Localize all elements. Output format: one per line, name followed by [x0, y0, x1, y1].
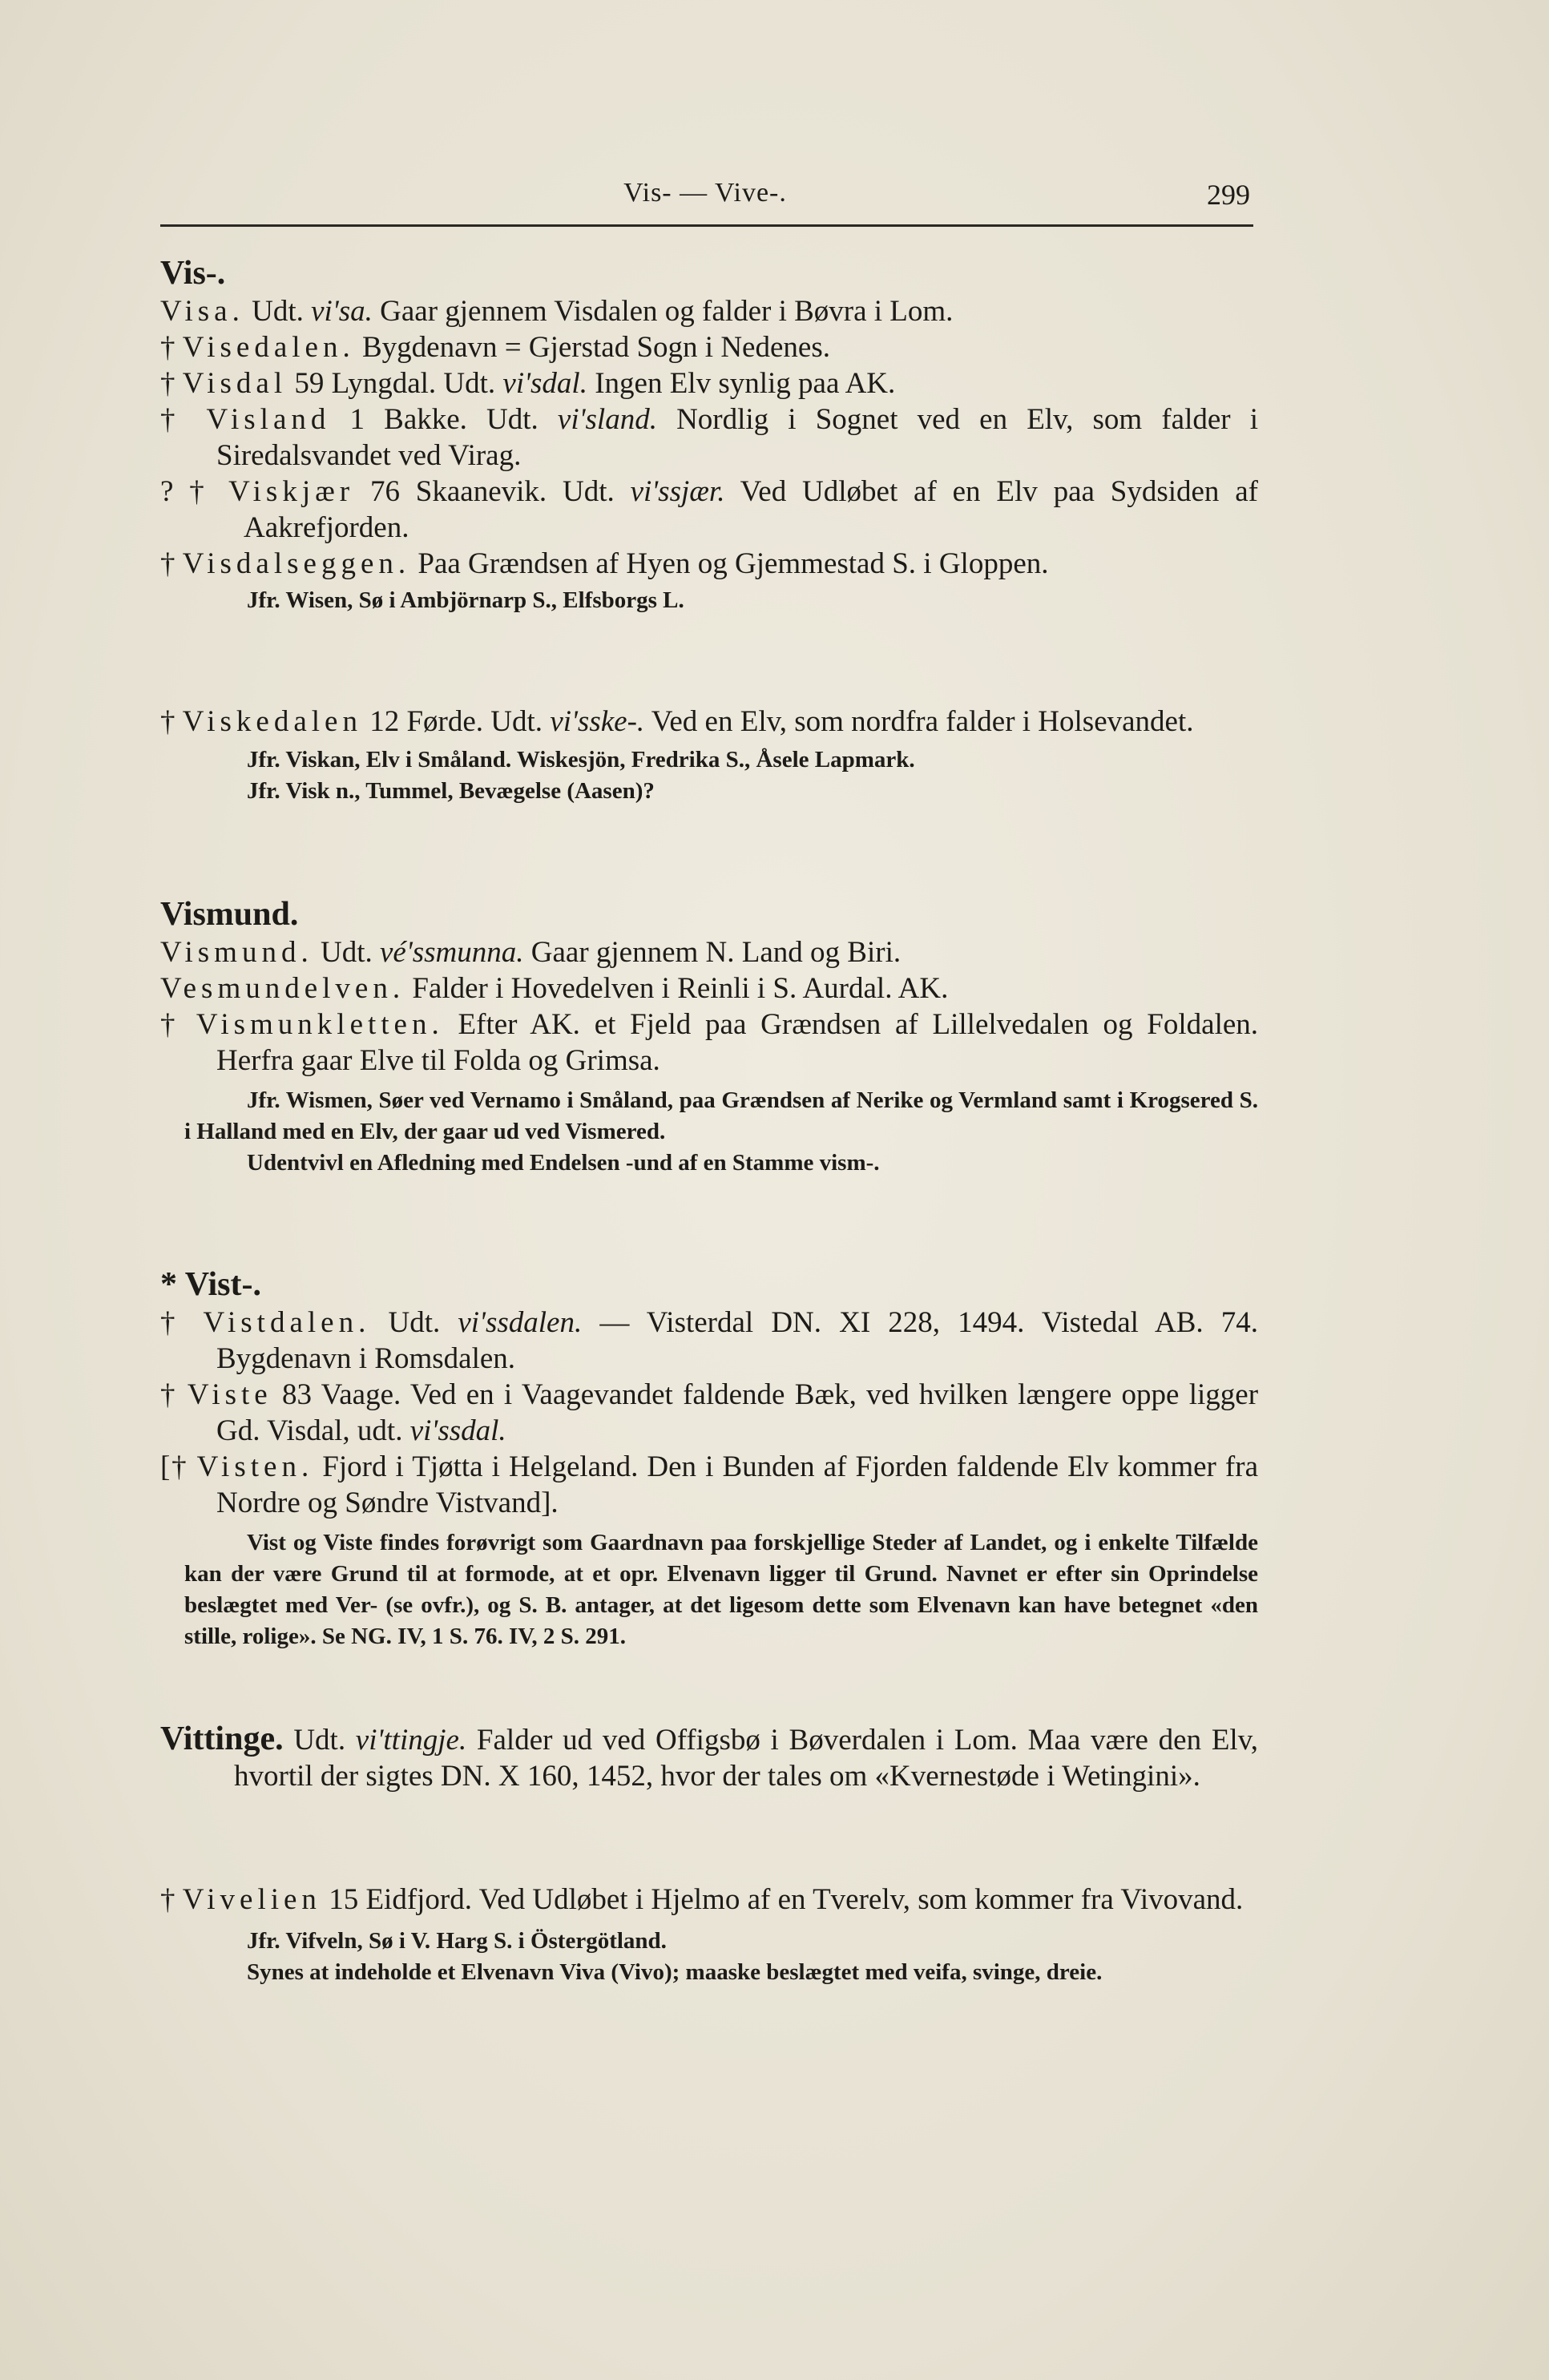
entry-name: Visland — [206, 403, 331, 436]
pronunciation: vi'sske-. — [550, 705, 645, 738]
entry-text: Fjord i Tjøtta i Helgeland. Den i Bunden af Fjorden faldende Elv kommer fra Nordre og Søndre Vistvand]. — [216, 1450, 1258, 1519]
entry-name: Viste — [187, 1378, 272, 1411]
entry-text: Paa Grændsen af Hyen og Gjemmestad S. i Gloppen. — [418, 547, 1049, 580]
entry-text: 76 Skaanevik. Udt. — [369, 475, 615, 508]
entry-viste — [160, 1377, 1258, 1449]
entry-name: Vivelien — [182, 1883, 321, 1916]
dagger-mark: † — [160, 705, 175, 738]
entry-text: Ingen Elv synlig paa AK. — [595, 367, 896, 400]
entry-viskedalen — [160, 704, 1258, 740]
entry-text: 59 Lyngdal. Udt. — [294, 367, 496, 400]
dagger-mark: † — [160, 1883, 175, 1916]
pronunciation: vi'ssdal. — [409, 1414, 506, 1447]
entry-text: — Visterdal DN. XI 228, 1494. Vistedal AB. 74. Bygdenavn i Romsdalen. — [216, 1306, 1259, 1375]
entry-vismund — [160, 934, 1258, 970]
dagger-mark: † — [160, 403, 188, 436]
entry-text: Ved Udløbet af en Elv paa Sydsiden af Aakrefjorden. — [244, 475, 1258, 544]
pronunciation: vi'ssdalen. — [458, 1306, 583, 1339]
entry-vismunkletten — [160, 1006, 1258, 1079]
pronunciation: vé'ssmunna. — [379, 936, 524, 969]
entry-name: Viskjær — [228, 475, 355, 508]
entry-text: 1 Bakke. Udt. — [349, 403, 539, 436]
entry-text: 15 Eidfjord. Ved Udløbet i Hjelmo af en Tverelv, som kommer fra Vivovand. — [329, 1883, 1244, 1916]
entry-visdal — [160, 365, 1258, 401]
note: Synes at indeholde et Elvenavn Viva (Vivo); maaske beslægtet med veifa, svinge, dreie. — [247, 1959, 1103, 1985]
header-rule — [160, 224, 1253, 227]
note: Jfr. Viskan, Elv i Småland. Wiskesjön, Fredrika S., Åsele Lapmark. — [247, 747, 915, 772]
section-vist — [160, 1266, 1258, 1652]
entry-name: Visdalseggen. — [182, 547, 411, 580]
entry-vivelien — [160, 1882, 1258, 1918]
udt-label: Udt. — [252, 295, 304, 328]
entry-visdalseggen — [160, 546, 1258, 582]
note: Jfr. Wismen, Søer ved Vernamo i Småland, paa Grændsen af Nerike og Vermland samt i Krogsered S. i Halland med en Elv, der gaar ud ved Vismered. — [184, 1087, 1258, 1144]
entry-name: Vismunkletten. — [196, 1008, 444, 1041]
entry-vittinge — [160, 1721, 1258, 1794]
dagger-mark: † — [160, 331, 175, 364]
section-vittinge — [160, 1721, 1258, 1794]
entry-text: 83 Vaage. Ved en i Vaagevandet faldende Bæk, ved hvilken længere oppe ligger Gd. Visdal, udt. — [216, 1378, 1259, 1447]
entry-visedalen — [160, 329, 1258, 365]
entry-visland — [160, 401, 1258, 474]
entry-text: Udt. — [388, 1306, 441, 1339]
entry-text: Falder ud ved Offigsbø i Bøverdalen i Lom. Maa være den Elv, hvortil der sigtes DN. X 160, 1452, hvor der tales om «Kvernestøde i Wetingini». — [234, 1724, 1259, 1793]
section-heading: Vittinge. — [160, 1720, 284, 1757]
note: Jfr. Visk n., Tummel, Bevægelse (Aasen)? — [247, 778, 655, 804]
note: Jfr. Wisen, Sø i Ambjörnarp S., Elfsborgs L. — [247, 587, 684, 613]
note: Vist og Viste findes forøvrigt som Gaardnavn paa forskjellige Steder af Landet, og i enkelte Tilfælde kan der være Grund til at formode, at et opr. Elvenavn ligger til Grund. Navnet er efter sin Oprindelse beslægtet med Ver- (se ovfr.), og S. B. antager, at det ligesom dette som Elvenavn kan have betegnet «den stille, rolige». Se NG. IV, 1 S. 76. IV, 2 S. 291. — [184, 1530, 1258, 1649]
pronunciation: vi'sa. — [311, 295, 373, 328]
entry-text: Gaar gjennem Visdalen og falder i Bøvra i Lom. — [380, 295, 954, 328]
pronunciation: vi'ttingje. — [355, 1724, 467, 1757]
note: Jfr. Vifveln, Sø i V. Harg S. i Östergötland. — [247, 1928, 667, 1954]
entry-name: Vistdalen. — [203, 1306, 371, 1339]
entry-vistdalen — [160, 1305, 1258, 1377]
dagger-mark: † — [160, 1306, 186, 1339]
entry-name: Visdal — [182, 367, 288, 400]
pronunciation: vi'ssjær. — [630, 475, 725, 508]
entry-name: Vismund. — [160, 936, 313, 969]
entry-name: Visten. — [196, 1450, 314, 1483]
entry-text: Bygdenavn = Gjerstad Sogn i Nedenes. — [361, 331, 830, 364]
section-vismund — [160, 896, 1258, 1179]
section-vis-continued — [160, 704, 1258, 807]
dagger-mark: † — [160, 1378, 178, 1411]
dagger-mark: [† — [160, 1450, 188, 1483]
entry-text: Gaar gjennem N. Land og Biri. — [530, 936, 902, 969]
section-heading: * Vist-. — [160, 1266, 261, 1303]
page-number: 299 — [1207, 179, 1250, 211]
section-heading: Vismund. — [160, 896, 299, 933]
entry-vesmundelven — [160, 970, 1258, 1006]
entry-visten — [160, 1449, 1258, 1521]
entry-text: 12 Førde. Udt. — [369, 705, 543, 738]
entry-text: Falder i Hovedelven i Reinli i S. Aurdal. AK. — [412, 972, 949, 1005]
query-dagger-mark: ? † — [160, 475, 213, 508]
udt-label: Udt. — [320, 936, 373, 969]
dagger-mark: † — [160, 1008, 183, 1041]
entry-name: Viskedalen — [182, 705, 362, 738]
running-title: Vis- — Vive-. — [623, 178, 787, 208]
dagger-mark: † — [160, 367, 175, 400]
section-heading: Vis-. — [160, 255, 226, 292]
section-vivelien — [160, 1882, 1258, 1988]
dagger-mark: † — [160, 547, 175, 580]
note: Udentvivl en Afledning med Endelsen -und af en Stamme vism-. — [247, 1150, 880, 1176]
entry-text: Ved en Elv, som nordfra falder i Holsevandet. — [651, 705, 1194, 738]
udt-label: Udt. — [293, 1724, 346, 1757]
page-header — [160, 178, 1250, 226]
entry-name: Visedalen. — [182, 331, 355, 364]
entry-text: Nordlig i Sognet ved en Elv, som falder i Siredalsvandet ved Virag. — [216, 403, 1259, 472]
section-vis — [160, 255, 1258, 616]
entry-name: Visa. — [160, 295, 244, 328]
entry-text: Efter AK. et Fjeld paa Grændsen af Lillelvedalen og Foldalen. Herfra gaar Elve til Folda og Grimsa. — [216, 1008, 1259, 1077]
pronunciation: vi'sland. — [557, 403, 657, 436]
entry-viskjaer — [160, 474, 1258, 546]
entry-visa — [160, 293, 1258, 329]
pronunciation: vi'sdal. — [502, 367, 587, 400]
entry-name: Vesmundelven. — [160, 972, 405, 1005]
